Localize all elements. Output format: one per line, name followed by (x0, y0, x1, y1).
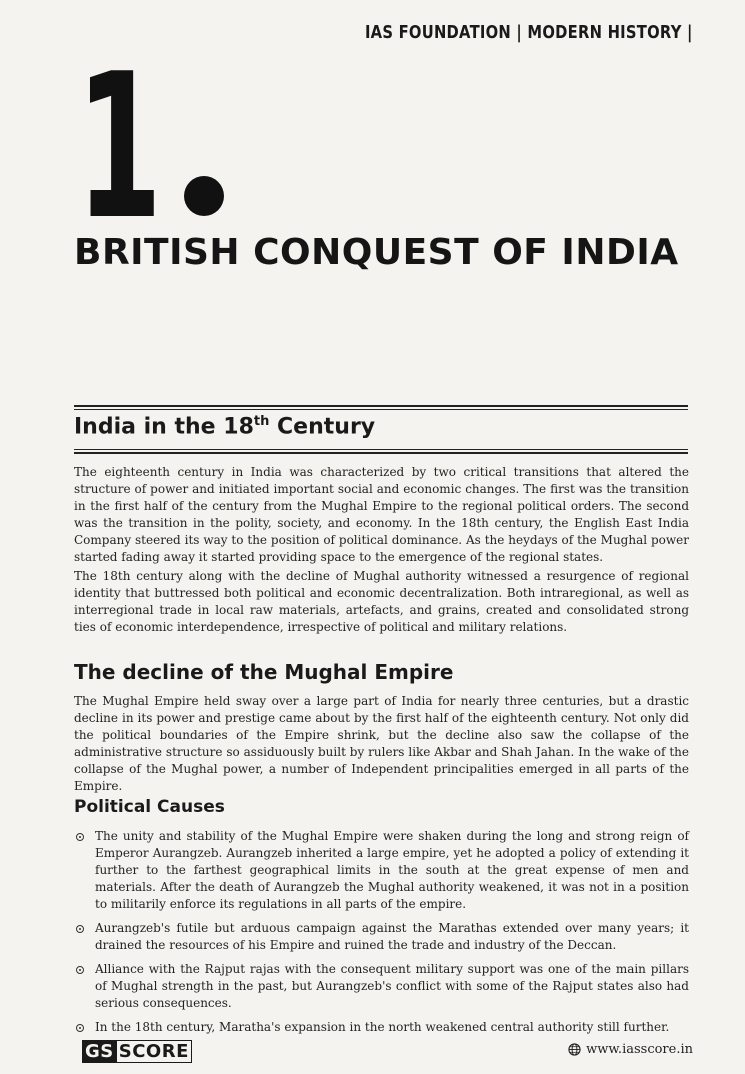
bullet-icon (76, 966, 84, 974)
political-causes-list (74, 828, 689, 1043)
section-heading-sup: th (253, 414, 270, 429)
bullet-icon (76, 925, 84, 933)
section-rule-top (74, 405, 688, 410)
paragraph-regional-identity: The 18th century along with the decline of Mughal authority witnessed a resurgence of regional identity that buttressed both political and economic decentralization. Both intraregional, as well as interregional trade in local raw materials, artefacts, and grains, created and consolidated strong ties of economic interdependence, irrespective of political and military relations. (74, 569, 689, 634)
running-header: IAS FOUNDATION | MODERN HISTORY | (365, 22, 693, 43)
list-item-text: Alliance with the Rajput rajas with the consequent military support was one of the main pillars of Mughal strength in the past, but Aurangzeb's conflict with some of the Rajput states also had serious consequences. (95, 962, 689, 1010)
section-rule-bottom (74, 449, 688, 454)
section-heading (74, 414, 375, 439)
chapter-number: 1 (76, 31, 163, 264)
list-item-text: In the 18th century, Maratha's expansion in the north weakened central authority still further. (95, 1020, 670, 1034)
chapter-title: BRITISH CONQUEST OF INDIA (74, 232, 679, 273)
list-item (74, 961, 689, 1012)
paragraph-18th-century-intro: The eighteenth century in India was characterized by two critical transitions that altered the structure of power and initiated important social and economic changes. The first was the transition in the first half of the century from the Mughal Empire to the regional political orders. The second was the transition in the polity, society, and economy. In the 18th century, the English East India Company steered its way to the position of political dominance. As the heydays of the Mughal power started fading away it started providing space to the emergence of the regional states. (74, 465, 689, 564)
chapter-number-dot (184, 176, 224, 216)
list-item (74, 1019, 689, 1036)
logo-score: SCORE (117, 1040, 192, 1063)
globe-icon (568, 1043, 581, 1056)
footer-website (568, 1042, 693, 1057)
paragraph-decline-mughal-empire: The Mughal Empire held sway over a large part of India for nearly three centuries, but a drastic decline in its power and prestige came about by the first half of the eighteenth century. Not only did the political boundaries of the Empire shrink, but the decline also saw the collapse of the administrative structure so assiduously built by rulers like Akbar and Shah Jahan. In the wake of the collapse of the Mughal power, a number of Independent principalities emerged in all parts of the Empire. (74, 694, 689, 793)
bullet-icon (76, 833, 84, 841)
website-link[interactable]: www.iasscore.in (586, 1042, 693, 1057)
gs-score-logo (82, 1040, 192, 1063)
list-item-text: The unity and stability of the Mughal Empire were shaken during the long and strong reign of Emperor Aurangzeb. Aurangzeb inherited a large empire, yet he adopted a policy of extending it further to the farthest geographical limits in the south at the great expense of men and materials. After the death of Aurangzeb the Mughal authority weakened, it was not in a position to militarily enforce its regulations in all parts of the empire. (95, 829, 689, 911)
list-item (74, 920, 689, 954)
logo-gs: GS (82, 1040, 117, 1063)
list-item-text: Aurangzeb's futile but arduous campaign against the Marathas extended over many years; it drained the resources of his Empire and ruined the trade and industry of the Deccan. (95, 921, 689, 952)
list-item (74, 828, 689, 913)
bullet-icon (76, 1024, 84, 1032)
heading-decline-mughal-empire: The decline of the Mughal Empire (74, 660, 454, 684)
heading-political-causes: Political Causes (74, 797, 225, 817)
section-heading-post: Century (269, 414, 376, 440)
section-heading-pre: India in the 18 (74, 414, 254, 440)
